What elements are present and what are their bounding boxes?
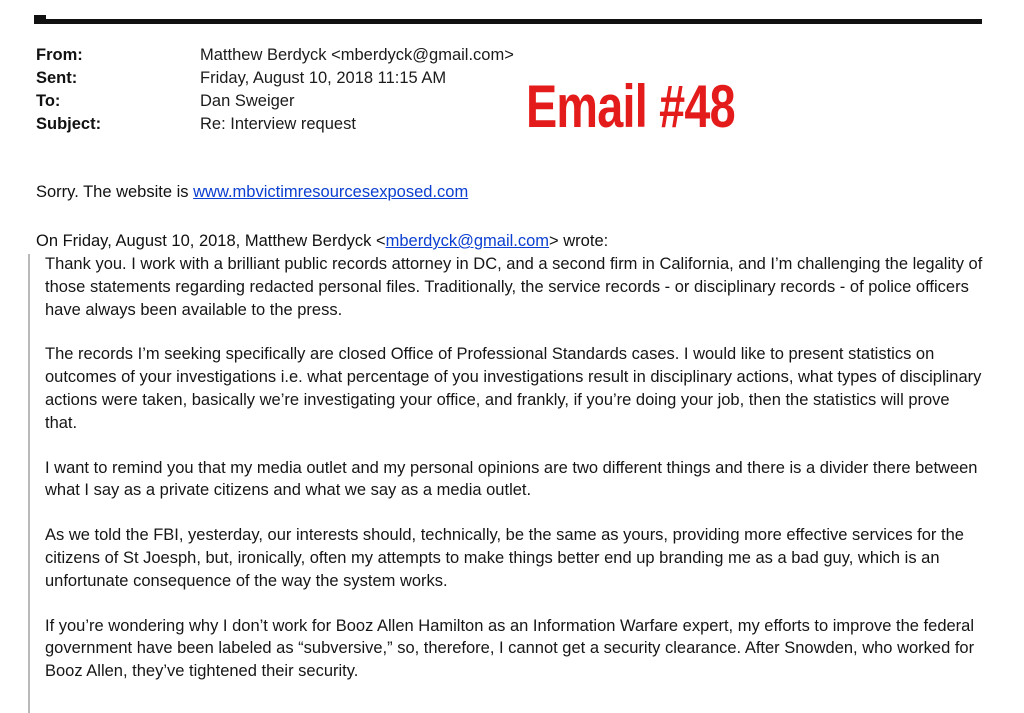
subject-value: Re: Interview request: [200, 115, 356, 133]
reply-line: [36, 181, 468, 204]
email-header: [36, 44, 514, 136]
website-link[interactable]: www.mbvictimresourcesexposed.com: [193, 183, 469, 201]
quoted-paragraph: I want to remind you that my media outlet and my personal opinions are two different things and there is a divider there between what I say as a private citizens and what we say as a media outlet.: [45, 458, 978, 500]
quote-attribution-suffix: > wrote:: [549, 232, 609, 250]
from-row: [36, 44, 514, 67]
subject-row: [36, 113, 514, 136]
sent-value: Friday, August 10, 2018 11:15 AM: [200, 69, 447, 87]
top-rule: [34, 19, 982, 24]
from-label: From:: [36, 46, 83, 64]
quoted-paragraph: As we told the FBI, yesterday, our interests should, technically, be the same as yours, providing more effective services for the citizens of St Joesph, but, ironically, often my attempts to make things better end up branding me as a bad guy, which is an unfortunate consequence of the way the system works.: [45, 526, 964, 590]
quote-attribution-prefix: On Friday, August 10, 2018, Matthew Berdyck <: [36, 232, 386, 250]
quoted-paragraph: The records I’m seeking specifically are closed Office of Professional Standards cases. I would like to present statistics on outcomes of your investigations i.e. what percentage of you investigations result in disciplinary actions, what types of disciplinary actions were taken, basically we’re investigating your office, and frankly, if you’re doing your job, then the statistics will prove that.: [45, 345, 982, 432]
quoted-message-body: [45, 253, 985, 705]
to-value: Dan Sweiger: [200, 92, 295, 110]
quote-attribution: [36, 230, 608, 253]
to-label: To:: [36, 92, 61, 110]
quote-bar: [28, 254, 30, 713]
to-row: [36, 90, 514, 113]
from-value: Matthew Berdyck <mberdyck@gmail.com>: [200, 46, 514, 64]
quoted-paragraph: If you’re wondering why I don’t work for Booz Allen Hamilton as an Information Warfare expert, my efforts to improve the federal government have been labeled as “subversive,” so, therefore, I cannot get a security clearance. After Snowden, who worked for Booz Allen, they’ve tightened their security.: [45, 616, 975, 681]
reply-text: Sorry. The website is: [36, 183, 189, 201]
subject-label: Subject:: [36, 115, 102, 133]
quoted-paragraph: Thank you. I work with a brilliant public records attorney in DC, and a second firm in California, and I’m challenging the legality of those statements regarding redacted personal files. Traditionally, the service records - or disciplinary records - of police officers have always been available to the press.: [45, 255, 983, 319]
sender-email-link[interactable]: mberdyck@gmail.com: [385, 232, 550, 250]
sent-row: [36, 67, 514, 90]
sent-label: Sent:: [36, 69, 78, 87]
email-number-stamp: Email #48: [526, 73, 735, 140]
